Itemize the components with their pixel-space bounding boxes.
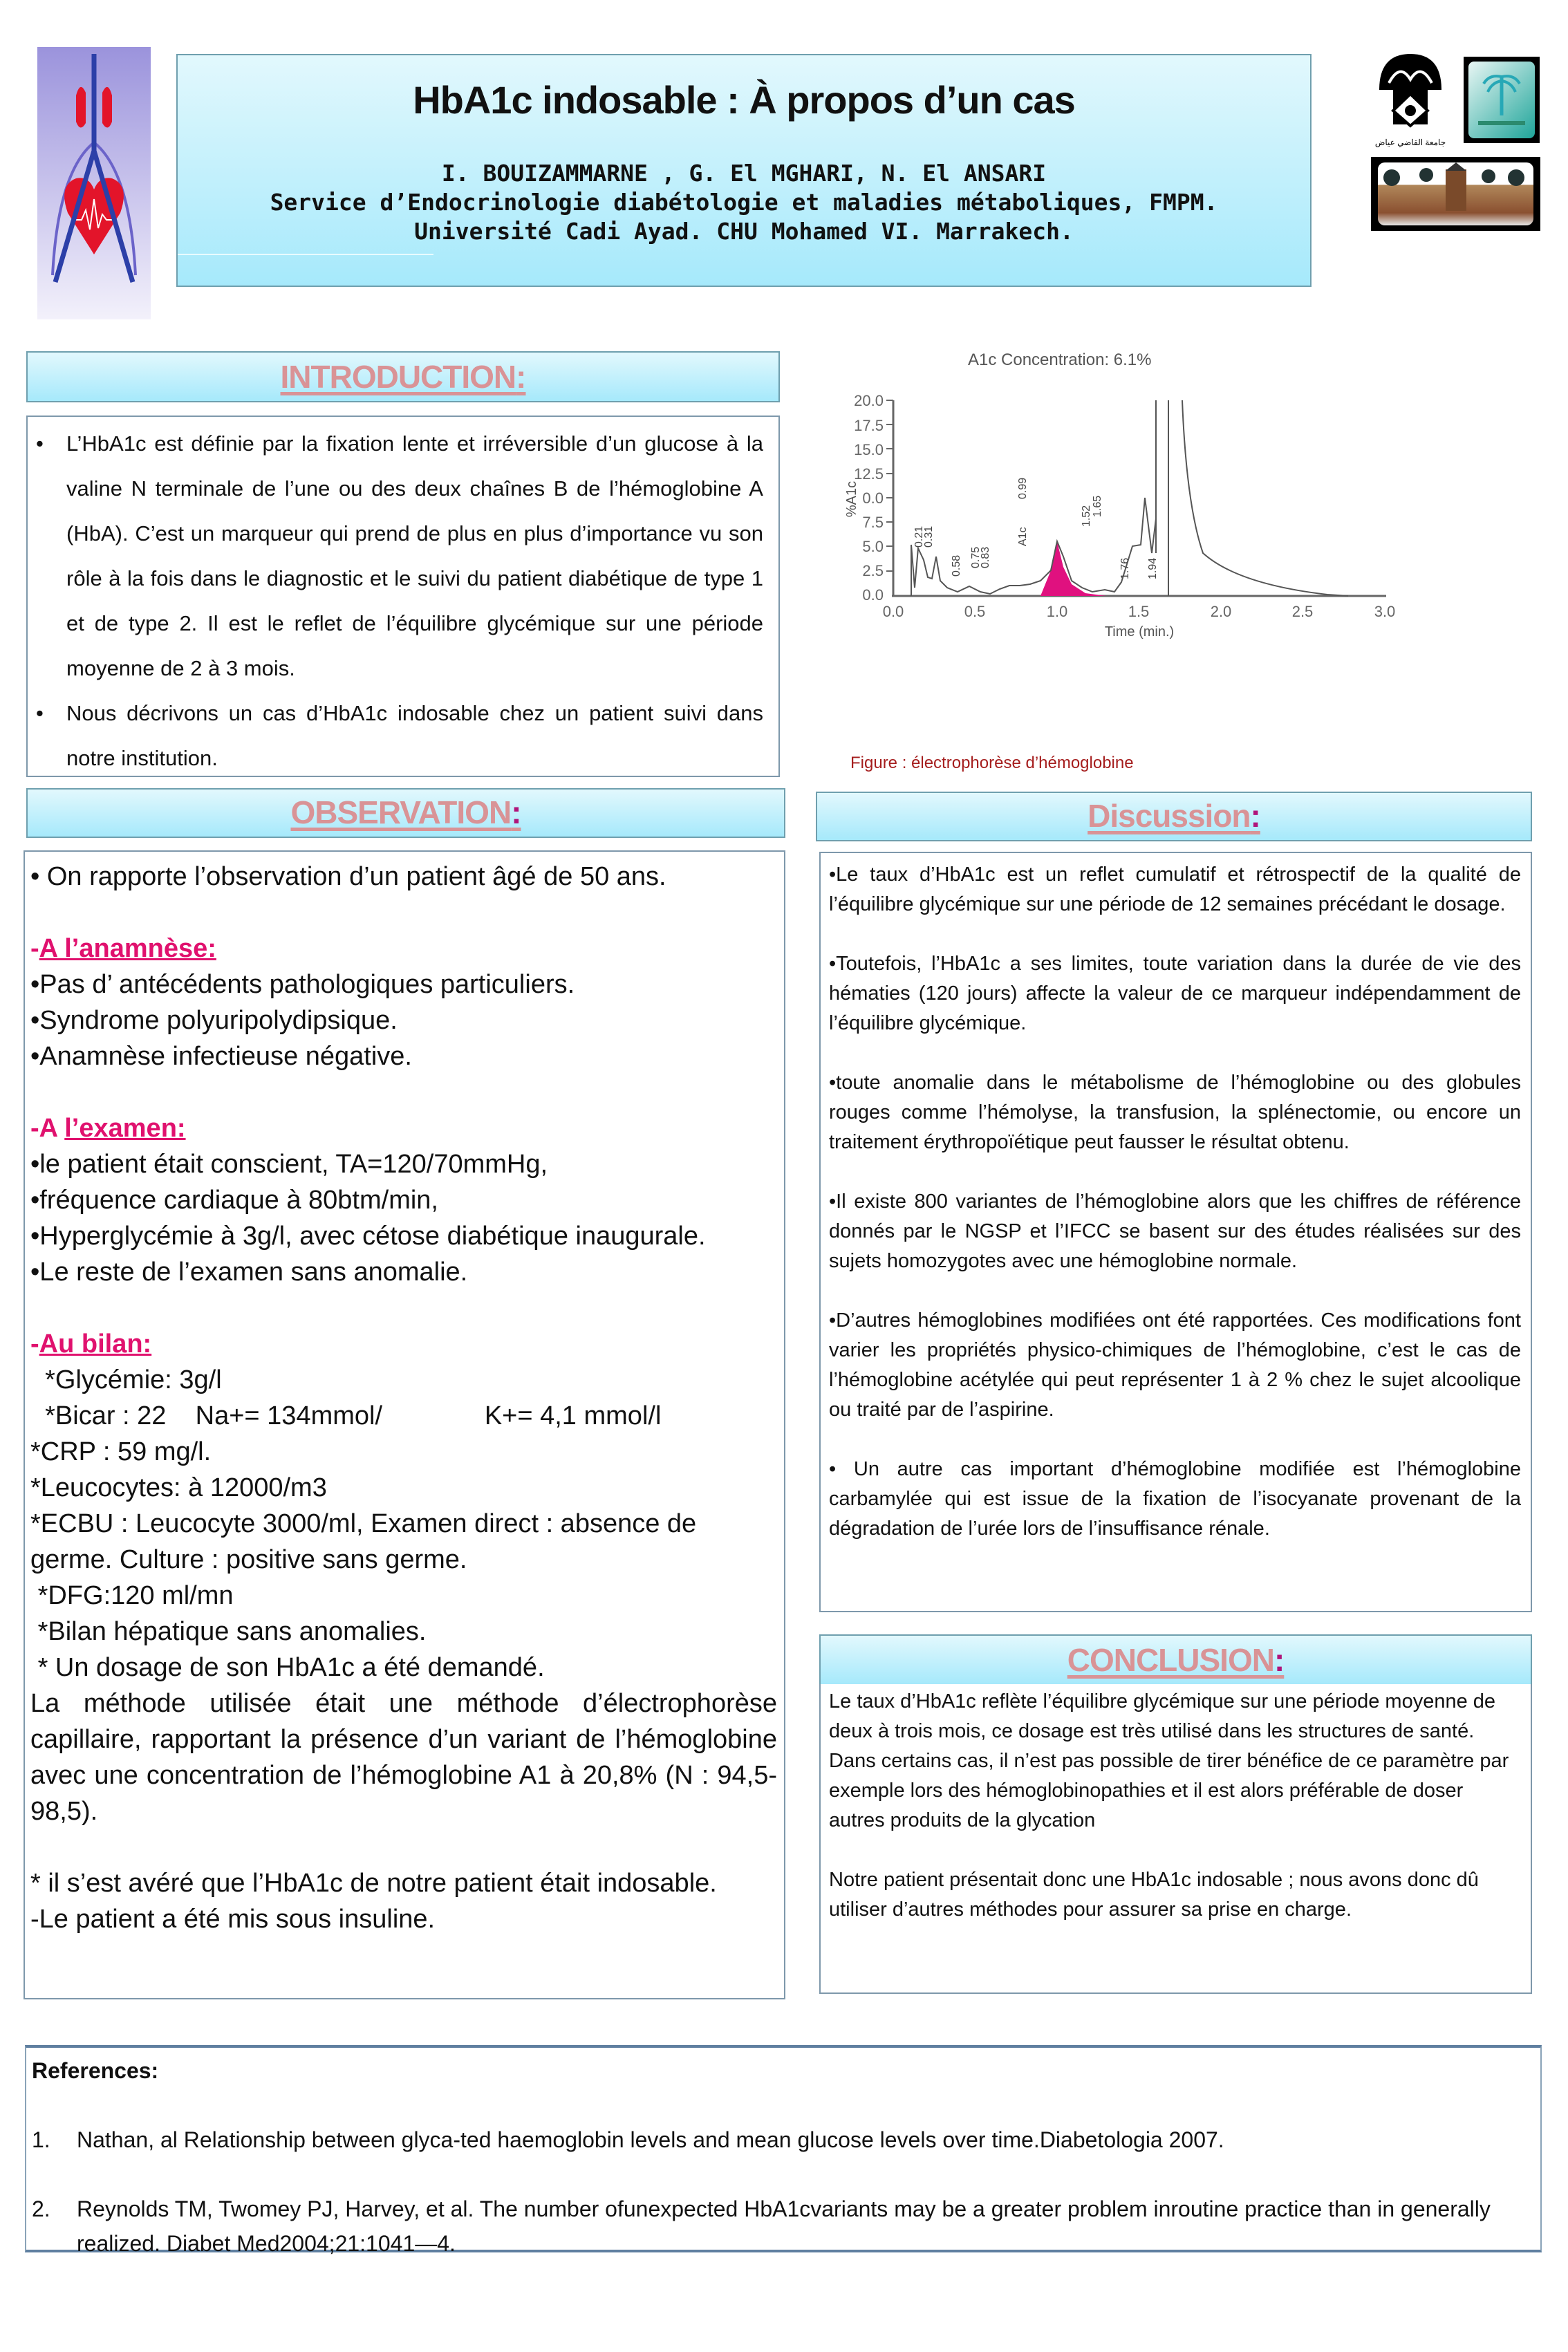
- svg-text:3.0: 3.0: [1374, 603, 1396, 620]
- x-axis-label: Time (min.): [1104, 624, 1175, 640]
- poster-title: HbA1c indosable : À propos d’un cas: [413, 78, 1075, 122]
- bilan-item: *Bilan hépatique sans anomalies.: [30, 1617, 427, 1646]
- bilan-item: *Bicar : 22 Na+= 134mmol/ K+= 4,1 mmol/l: [30, 1401, 662, 1430]
- svg-text:1.76: 1.76: [1119, 557, 1131, 579]
- anamnese-item: •Pas d’ antécédents pathologiques particuliers.: [30, 970, 575, 999]
- svg-text:1.52: 1.52: [1081, 505, 1092, 527]
- discussion-paragraph: •Il existe 800 variantes de l’hémoglobine alors que les chiffres de référence donnés par le NGSP et l’IFCC se basent sur des études réalisées sur des sujets homozygotes avec une hémoglobine normale.: [829, 1191, 1521, 1272]
- conclusion-paragraph: Dans certains cas, il n’est pas possible de tirer bénéfice de ce paramètre par exemple lors des hémoglobinopathies et il est alors préférable de doser autres produits de la glycation: [829, 1750, 1509, 1831]
- intro-bullet: • L’HbA1c est définie par la fixation lente et irréversible d’un glucose à la valine N terminale de l’une ou des deux chaînes B de l’hémoglobine A (HbA). C’est un marqueur qui prend de plus en plus d’importance vu son rôle à la fois dans le diagnostic et le suivi du patient diabétique de type 1 et de type 2. Il est le reflet de l’équilibre glycémique sur une période moyenne de 2 à 3 mois.: [66, 421, 763, 691]
- observation-body: [24, 850, 785, 1999]
- svg-text:1.5: 1.5: [1128, 603, 1150, 620]
- svg-text:7.5: 7.5: [862, 514, 884, 531]
- bilan-item: *CRP : 59 mg/l.: [30, 1437, 212, 1466]
- electrophoresis-figure: [843, 346, 1480, 774]
- authors: I. BOUIZAMMARNE , G. El MGHARI, N. El ANSARI: [441, 160, 1047, 187]
- svg-text:20.0: 20.0: [854, 392, 884, 409]
- discussion-paragraph: •toute anomalie dans le métabolisme de l’hémoglobine ou des globules rouges comme l’hémolyse, la transfusion, la splénectomie, ou encore un traitement érythropoïétique peut fausser le résultat obtenu.: [829, 1072, 1521, 1153]
- bilan-item: *Glycémie: 3g/l: [30, 1365, 222, 1394]
- a1c-peak-area: [1040, 541, 1106, 596]
- examen-item: •le patient était conscient, TA=120/70mmHg,: [30, 1150, 548, 1179]
- discussion-paragraph: • Un autre cas important d’hémoglobine modifiée est l’hémoglobine carbamylée qui est issue de la fixation de l’isocyanate provenant de la dégradation de l’urée lors de l’insuffisance rénale.: [829, 1458, 1521, 1540]
- examen-heading: -A l’examen:: [30, 1114, 186, 1143]
- bilan-item: *DFG:120 ml/mn: [30, 1581, 234, 1610]
- header-divider: [178, 254, 433, 255]
- university-cadi-ayyad-logo: [1372, 48, 1448, 152]
- methode-paragraph: La méthode utilisée était une méthode d’électrophorèse capillaire, rapportant la présence d’un variant de l’hémoglobine avec une concentration de l’hémoglobine A1 à 20,8% (N : 94,5-98,5).: [30, 1689, 777, 1826]
- discussion-paragraph: •Toutefois, l’HbA1c a ses limites, toute variation dans la durée de vie des hématies (120 jours) affecte la valeur de ce marqueur indépendamment de l’équilibre glycémique.: [829, 953, 1521, 1034]
- affiliation-university: Université Cadi Ayad. CHU Mohamed VI. Marrakech.: [414, 218, 1074, 245]
- svg-text:5.0: 5.0: [862, 538, 884, 555]
- svg-text:1.94: 1.94: [1147, 557, 1159, 579]
- references-box: [25, 2045, 1542, 2256]
- thyroid-heart-icon: [37, 47, 151, 319]
- anamnese-item: •Anamnèse infectieuse négative.: [30, 1042, 412, 1071]
- svg-text:0.99: 0.99: [1017, 477, 1029, 499]
- discussion-body: [819, 852, 1532, 1612]
- observation-treatment: -Le patient a été mis sous insuline.: [30, 1905, 436, 1934]
- examen-item: •Le reste de l’examen sans anomalie.: [30, 1258, 468, 1287]
- bilan-item: *ECBU : Leucocyte 3000/ml, Examen direct : absence de germe. Culture : positive sans germe.: [30, 1509, 697, 1574]
- electrophoresis-chart: [843, 346, 1480, 760]
- x-axis-ticks: [883, 603, 1396, 620]
- observation-header: [26, 788, 785, 838]
- svg-text:17.5: 17.5: [854, 417, 884, 434]
- intro-bullet: • Nous décrivons un cas d’HbA1c indosable chez un patient suivi dans notre institution.: [66, 691, 763, 781]
- svg-text:15.0: 15.0: [854, 441, 884, 458]
- bilan-item: *Leucocytes: à 12000/m3: [30, 1473, 327, 1502]
- svg-text:0.0: 0.0: [882, 603, 904, 620]
- discussion-paragraph: •D’autres hémoglobines modifiées ont été rapportées. Ces modifications font varier les propriétés physico-chimiques de l’hémoglobine, c’est le cas de l’hémoglobine acétylée qui peut représenter 1 à 2 % chez le sujet alcoolique ou traité par de l’aspirine.: [829, 1309, 1521, 1421]
- svg-text:2.5: 2.5: [862, 562, 884, 579]
- chart-title: A1c Concentration: 6.1%: [968, 351, 1152, 369]
- figure-caption: Figure : électrophorèse d’hémoglobine: [850, 754, 1134, 772]
- svg-text:جامعة القاضي عياض: جامعة القاضي عياض: [1374, 138, 1446, 147]
- examen-item: •Hyperglycémie à 3g/l, avec cétose diabétique inaugurale.: [30, 1222, 706, 1251]
- references-title: References:: [32, 2058, 159, 2083]
- anamnese-item: •Syndrome polyuripolydipsique.: [30, 1006, 398, 1035]
- conclusion-paragraph: Notre patient présentait donc une HbA1c indosable ; nous avons donc dû utiliser d’autres méthodes pour assurer sa prise en charge.: [829, 1869, 1479, 1921]
- reference-item: 1. Nathan, al Relationship between glyca-ted haemoglobin levels and mean glucose levels over time.Diabetologia 2007.: [32, 2127, 1224, 2152]
- observation-title: OBSERVATION:: [290, 794, 521, 830]
- svg-text:2.0: 2.0: [1210, 603, 1232, 620]
- bilan-item: * Un dosage de son HbA1c a été demandé.: [30, 1653, 545, 1682]
- observation-result: * il s’est avéré que l’HbA1c de notre patient était indosable.: [30, 1869, 717, 1898]
- conclusion-paragraph: Le taux d’HbA1c reflète l’équilibre glycémique sur une période moyenne de deux à trois mois, ce dosage est très utilisé dans les structures de santé.: [829, 1690, 1496, 1742]
- y-axis-label: %A1c: [844, 480, 859, 518]
- conclusion-title: CONCLUSION:: [1067, 1642, 1285, 1678]
- conclusion-body: [819, 1684, 1532, 1994]
- introduction-title: INTRODUCTION:: [280, 359, 526, 395]
- reference-item: 2. Reynolds TM, Twomey PJ, Harvey, et al. The number ofunexpected HbA1cvariants may be a greater problem inroutine practice than in generally realized. Diabet Med2004;21:1041—4.: [32, 2196, 1491, 2256]
- svg-text:0.75: 0.75: [970, 546, 982, 568]
- svg-text:2.5: 2.5: [1291, 603, 1314, 620]
- svg-text:0.83: 0.83: [980, 546, 991, 568]
- conclusion-header: [819, 1634, 1532, 1686]
- svg-text:0.5: 0.5: [964, 603, 986, 620]
- anamnese-heading: -A l’anamnèse:: [30, 934, 216, 963]
- svg-text:0.31: 0.31: [923, 525, 935, 548]
- svg-text:A1c: A1c: [1017, 527, 1029, 546]
- discussion-title: Discussion:: [1088, 798, 1260, 834]
- examen-item: •fréquence cardiaque à 80btm/min,: [30, 1186, 438, 1215]
- svg-text:0.0: 0.0: [862, 489, 884, 507]
- authors-block: [178, 159, 1310, 246]
- observation-intro: • On rapporte l’observation d’un patient âgé de 50 ans.: [30, 862, 666, 891]
- svg-text:1.0: 1.0: [1046, 603, 1068, 620]
- chu-mohammed-vi-logo: [1464, 57, 1540, 143]
- poster-header: [176, 54, 1312, 287]
- svg-text:12.5: 12.5: [854, 465, 884, 483]
- introduction-header: [26, 351, 780, 402]
- discussion-header: [816, 792, 1532, 841]
- discussion-paragraph: •Le taux d’HbA1c est un reflet cumulatif et rétrospectif de la qualité de l’équilibre glycémique sur une période de 12 semaines précédant le dosage.: [829, 864, 1521, 915]
- affiliation-service: Service d’Endocrinologie diabétologie et maladies métaboliques, FMPM.: [270, 189, 1218, 216]
- bilan-heading: -Au bilan:: [30, 1329, 152, 1359]
- introduction-body: [26, 416, 780, 777]
- svg-text:1.65: 1.65: [1092, 495, 1103, 517]
- svg-text:0.0: 0.0: [862, 586, 884, 604]
- endocrinology-logo: [37, 47, 151, 319]
- svg-text:0.58: 0.58: [951, 554, 962, 577]
- hospital-building-photo: [1371, 157, 1540, 231]
- svg-text:0.21: 0.21: [913, 525, 925, 548]
- peak-labels: [913, 478, 1159, 579]
